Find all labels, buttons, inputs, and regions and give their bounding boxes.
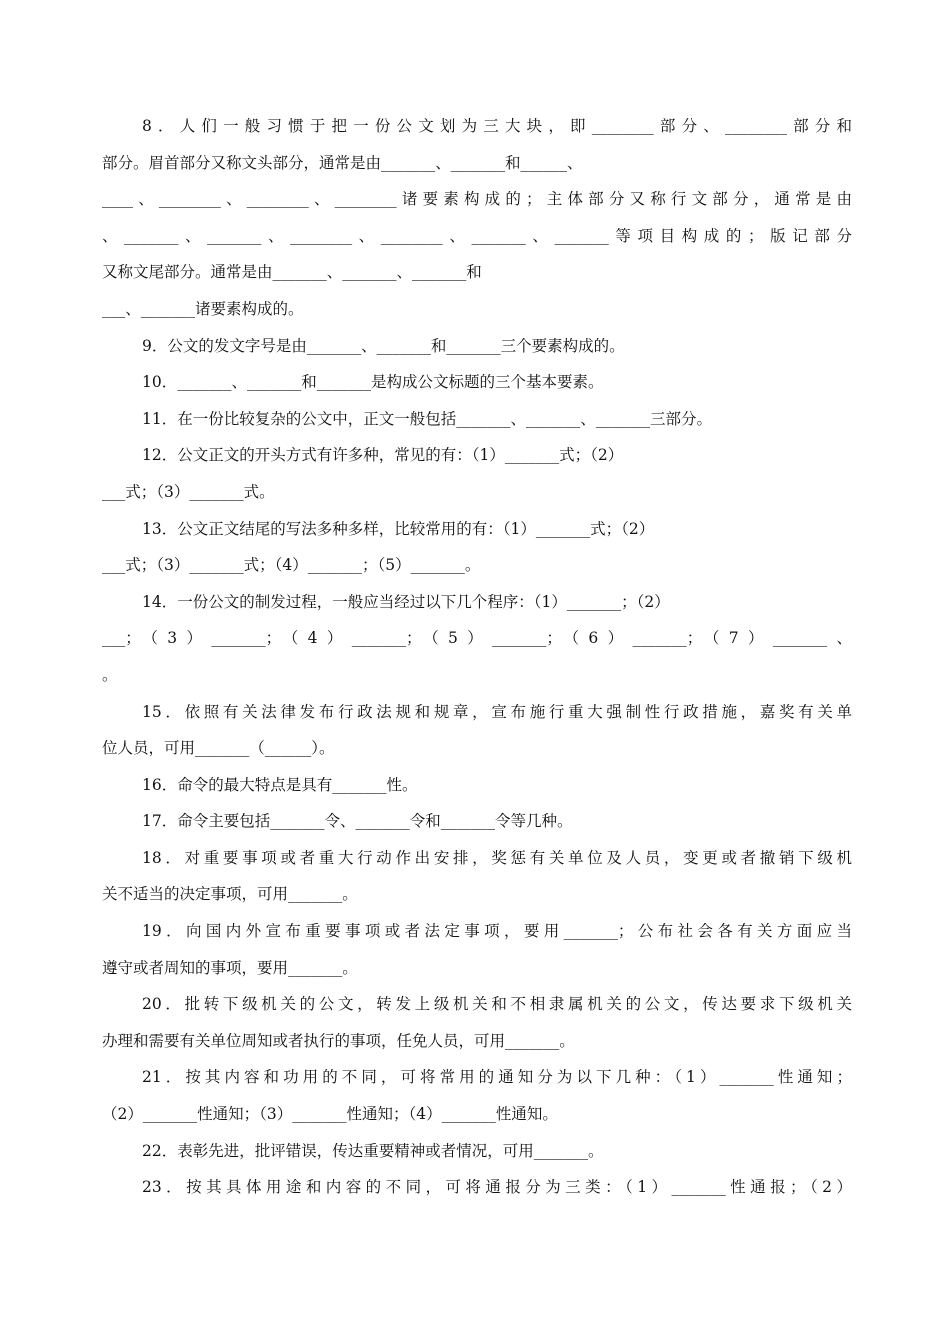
text-line: 部分。眉首部分又称文头部分，通常是由_______、_______和______、	[102, 153, 583, 172]
text-line: 、_______、_______、________、________、_______、_______等项目构成的；版记部分	[102, 226, 852, 245]
text-line: 关不适当的决定事项，可用_______。	[102, 885, 358, 904]
text-line: 15．依照有关法律发布行政法规和规章，宣布施行重大强制性行政措施，嘉奖有关单	[142, 702, 852, 721]
text-line: 18．对重要事项或者重大行动作出安排，奖惩有关单位及人员，变更或者撤销下级机	[142, 848, 852, 867]
text-line: 23．按其具体用途和内容的不同，可将通报分为三类：（1）_______性通报；（2）	[142, 1178, 852, 1197]
text-line: 12．公文正文的开头方式有许多种，常见的有：（1）_______式；（2）	[142, 446, 624, 465]
text-line: ___；（3）_______；（4）_______；（5）_______；（6）_______；（7）_______、	[102, 629, 852, 648]
text-line: 20．批转下级机关的公文，转发上级机关和不相隶属机关的公文，传达要求下级机关	[142, 995, 852, 1014]
text-line: 14．一份公文的制发过程，一般应当经过以下几个程序：（1）_______；（2）	[142, 592, 670, 611]
text-line: 又称文尾部分。通常是由_______、_______、_______和	[102, 263, 482, 282]
text-line: ___式；（3）_______式。	[102, 482, 275, 501]
text-line: 17．命令主要包括_______令、_______令和_______令等几种。	[142, 812, 573, 831]
text-line: 位人员，可用_______（______）。	[102, 739, 335, 758]
text-line: 10．_______、_______和_______是构成公文标题的三个基本要素。	[142, 373, 604, 392]
text-line: 13．公文正文结尾的写法多种多样，比较常用的有：（1）_______式；（2）	[142, 519, 655, 538]
text-line: 遵守或者周知的事项，要用_______。	[102, 958, 358, 977]
text-line: 办理和需要有关单位周知或者执行的事项，任免人员，可用_______。	[102, 1031, 575, 1050]
text-line: ____、________、________、________诸要素构成的；主体部分又称行文部分，通常是由	[102, 190, 852, 209]
text-line: 。	[102, 665, 118, 684]
text-line: 19．向国内外宣布重要事项或者法定事项，要用_______；公布社会各有关方面应当	[142, 922, 852, 941]
exercise-text	[102, 108, 852, 1206]
text-line: 22．表彰先进，批评错误，传达重要精神或者情况，可用_______。	[142, 1141, 604, 1160]
text-line: 9．公文的发文字号是由_______、_______和_______三个要素构成的。	[142, 336, 625, 355]
text-line: ___式；（3）_______式；（4）_______；（5）_______。	[102, 556, 481, 575]
text-line: （2）_______性通知；（3）_______性通知；（4）_______性通知。	[102, 1105, 558, 1124]
text-line: 11．在一份比较复杂的公文中，正文一般包括_______、_______、_______三部分。	[142, 409, 712, 428]
text-line: 8．人们一般习惯于把一份公文划为三大块，即________部分、________部分和	[142, 117, 852, 135]
text-line: ___、_______诸要素构成的。	[102, 299, 304, 318]
text-line: 21．按其内容和功用的不同，可将常用的通知分为以下几种：（1）_______性通知；	[142, 1068, 852, 1087]
text-line: 16．命令的最大特点是具有_______性。	[142, 775, 418, 794]
